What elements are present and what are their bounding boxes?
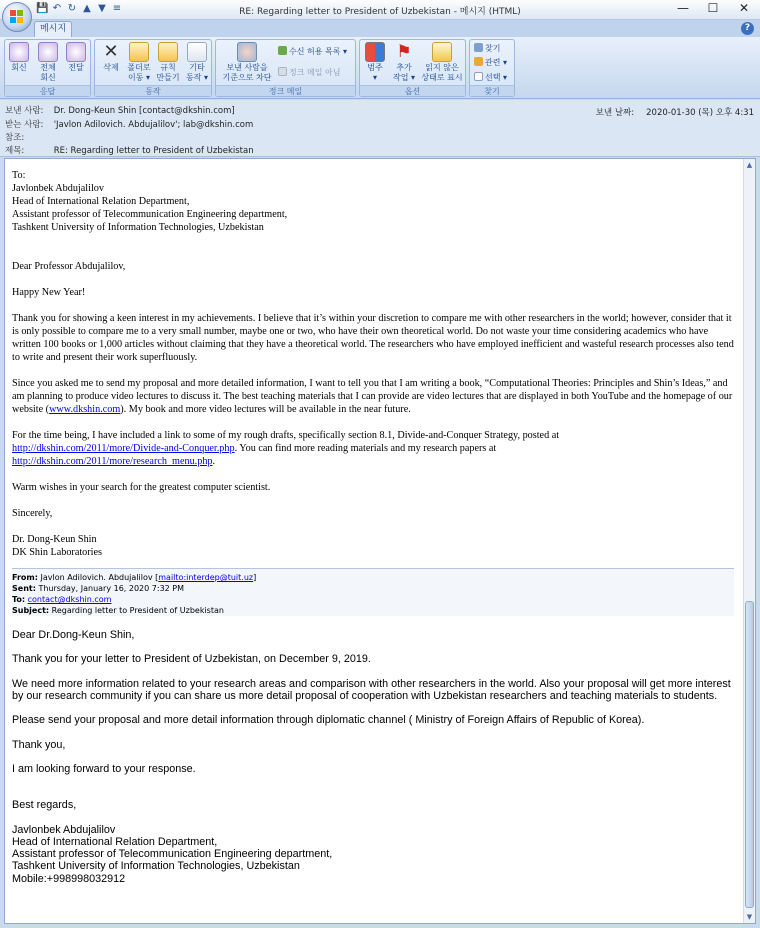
safe-list-button[interactable]: 수신 허용 목록 ▾ [278, 46, 347, 57]
group-actions [94, 39, 212, 97]
cursor-icon [474, 72, 483, 81]
ribbon-tab-row [0, 20, 760, 38]
reply-greeting: Dear Professor Abdujalilov, [12, 261, 126, 272]
create-rule-button[interactable]: 규칙 만들기 [154, 42, 182, 83]
cc-label: 참조: [5, 133, 25, 143]
reply-button[interactable]: 회신 [7, 42, 31, 73]
orig-greeting: Dear Dr.Dong-Keun Shin, [12, 629, 135, 641]
forward-icon [66, 42, 86, 62]
fwd-to-row: To: contact@dkshin.com [12, 595, 112, 604]
group-respond [4, 39, 91, 97]
message-body[interactable] [4, 158, 756, 924]
orig-line-2: We need more information related to your research areas and comparison with other researchers in the world. Also your proposal will get more interest by our research community if you can share us more detail proposal of cooperation with Uzbekistan researchers and teaching materials to students. [12, 677, 731, 702]
reply-all-button[interactable]: 전체 회신 [35, 42, 61, 83]
reply-all-icon [38, 42, 58, 62]
group-label-respond: 응답 [5, 85, 90, 96]
fwd-subject-row: Subject: Regarding letter to President of Uzbekistan [12, 606, 224, 615]
fwd-to-link[interactable]: contact@dkshin.com [27, 595, 112, 604]
recipient-block: To: Javlonbek Abdujalilov Head of International Relation Department, Assistant professor of Telecommunication Engineering department, Tashkent University of Information Technologies, Uzbekistan [12, 170, 288, 233]
cc-row [5, 132, 51, 144]
to-label: 받는 사람: [5, 120, 44, 130]
other-actions-button[interactable]: 기타 동작 ▾ [183, 42, 211, 83]
find-button[interactable]: 찾기 [474, 43, 500, 54]
block-sender-button[interactable]: 보낸 사람을 기준으로 차단 [218, 42, 276, 83]
reply-wishes: Warm wishes in your search for the greatest computer scientist. [12, 482, 271, 493]
group-junk [215, 39, 356, 97]
tab-message[interactable]: 메시지 [34, 21, 72, 38]
related-button[interactable]: 관련 ▾ [474, 57, 507, 68]
reply-closing: Sincerely, [12, 508, 53, 519]
message-content [12, 169, 734, 885]
scrollbar-thumb[interactable] [745, 601, 754, 908]
group-label-actions: 동작 [95, 85, 211, 96]
orig-signature: Javlonbek Abdujalilov Head of International Relation Department, Assistant professor of Telecommunication Engineering department, Tashkent University of Information Technologies, Uzbekistan Mobile:+998998032912 [12, 823, 333, 885]
from-label: 보낸 사람: [5, 106, 44, 116]
other-actions-icon [187, 42, 207, 62]
flag-icon: ⚑ [396, 42, 412, 62]
reply-paragraph-3: For the time being, I have included a link to some of my rough drafts, specifically section 8.1, Divide-and-Conquer Strategy, posted at http://dkshin.com/2011/more/Divide-and-Conquer.php. You can find more reading materials and my research papers at http://dkshin.com/2011/more/research_menu.php. [12, 430, 560, 467]
redo-icon[interactable]: ↻ [67, 3, 77, 14]
group-label-junk: 정크 메일 [216, 85, 355, 96]
vertical-scrollbar[interactable] [743, 159, 755, 923]
research-menu-link[interactable]: http://dkshin.com/2011/more/research_menu.php [12, 456, 213, 467]
orig-regards: Best regards, [12, 799, 77, 812]
window-title: RE: Regarding letter to President of Uzbekistan - 메시지 (HTML) [239, 7, 521, 17]
sent-value: 2020-01-30 (목) 오후 4:31 [646, 108, 754, 118]
fwd-from-link[interactable]: mailto:interdep@tuit.uz [158, 573, 254, 582]
safe-list-icon [278, 46, 287, 55]
scroll-down-icon[interactable]: ▼ [746, 913, 753, 921]
reply-paragraph-2: Since you asked me to send my proposal and more detailed information, I want to tell you that I am writing a book, “Computational Theories: Principles and Shin’s Ideas,” and am planning to produce video lectures to discuss it. The best teaching materials that I can provide are video lectures that are displayed in both YouTube and the homepage of our website (www.dkshin.com). My book and more video lectures will be available in the near future. [12, 378, 733, 415]
website-link[interactable]: www.dkshin.com [49, 404, 121, 415]
orig-line-1: Thank you for your letter to President of Uzbekistan, on December 9, 2019. [12, 653, 371, 666]
title-bar [0, 0, 760, 20]
divide-conquer-link[interactable]: http://dkshin.com/2011/more/Divide-and-Conquer.php [12, 443, 235, 454]
reply-icon [9, 42, 29, 62]
reply-new-year: Happy New Year! [12, 287, 86, 298]
reply-text [12, 169, 734, 559]
binoculars-icon [474, 43, 483, 52]
to-row [5, 119, 253, 131]
office-button[interactable] [2, 2, 32, 32]
folder-icon [129, 42, 149, 62]
minimize-button[interactable]: — [677, 1, 689, 15]
original-message [12, 629, 734, 885]
fwd-from-row: From: Javlon Adilovich. Abdujalilov [mailto:interdep@tuit.uz] [12, 573, 257, 582]
orig-line-3: Please send your proposal and more detail information through diplomatic channel ( Ministry of Foreign Affairs of Republic of Korea). [12, 714, 645, 727]
orig-thanks: Thank you, [12, 738, 66, 751]
quick-access-toolbar [36, 3, 123, 17]
follow-up-button[interactable]: ⚑ 추가 작업 ▾ [392, 42, 415, 82]
not-junk-icon [278, 67, 287, 76]
sent-label: 보낸 날짜: [595, 108, 635, 118]
subject-row [5, 145, 254, 157]
related-icon [474, 57, 483, 66]
delete-icon: ✕ [103, 41, 119, 62]
group-find [469, 39, 515, 97]
message-header [0, 100, 760, 157]
mark-unread-button[interactable]: 읽지 않은 상태로 표시 [420, 42, 464, 83]
envelope-icon [432, 42, 452, 62]
ribbon [0, 37, 760, 99]
forwarded-header [12, 569, 734, 616]
help-icon[interactable]: ? [741, 22, 754, 35]
subject-value: RE: Regarding letter to President of Uzbekistan [53, 146, 254, 156]
move-to-folder-button[interactable]: 폴더로 이동 ▾ [124, 42, 154, 83]
from-value[interactable]: Dr. Dong-Keun Shin [contact@dkshin.com] [53, 106, 235, 116]
not-junk-button[interactable]: 정크 메일 아님 [278, 67, 340, 78]
reply-paragraph-1: Thank you for showing a keen interest in my achievements. I believe that it’s within your discretion to compare me with other researchers in the world; however, consider that it is only possible to compare me to a very small number, maybe one or two, who have their own theoretical world. Do not waste your time considering academics who have written 100 books or 1,000 articles without claiming that they have a theoretical world. The researchers who have employed inefficient and wasteful research processes also tend to write and present their work superfluously. [12, 313, 734, 363]
office-logo-icon [10, 10, 24, 24]
close-button[interactable]: ✕ [738, 1, 750, 15]
down-arrow-icon[interactable]: ▼ [98, 3, 106, 14]
forward-button[interactable]: 전달 [64, 42, 88, 73]
maximize-button[interactable]: ☐ [707, 1, 719, 15]
orig-looking-forward: I am looking forward to your response. [12, 763, 196, 776]
subject-label: 제목: [5, 146, 25, 156]
scroll-up-icon[interactable]: ▲ [746, 161, 753, 169]
block-sender-icon [237, 42, 257, 62]
group-options [359, 39, 466, 97]
group-label-options: 옵션 [360, 85, 465, 96]
sent-date [596, 106, 754, 118]
customize-icon[interactable]: ≡ [112, 3, 122, 14]
rules-icon [158, 42, 178, 62]
from-row [5, 105, 235, 117]
categorize-icon [365, 42, 385, 62]
reply-signature: Dr. Dong-Keun Shin DK Shin Laboratories [12, 534, 102, 558]
up-arrow-icon[interactable]: ▲ [83, 3, 91, 14]
fwd-sent-row: Sent: Thursday, January 16, 2020 7:32 PM [12, 584, 185, 593]
save-icon[interactable]: 💾 [36, 3, 49, 14]
select-button[interactable]: 선택 ▾ [474, 72, 507, 83]
to-value[interactable]: 'Javlon Adilovich. Abdujalilov'; lab@dkshin.com [53, 120, 254, 130]
undo-icon[interactable]: ↶ [52, 3, 62, 14]
group-label-find: 찾기 [470, 85, 514, 96]
delete-button[interactable]: ✕ 삭제 [98, 42, 124, 73]
categorize-button[interactable]: 범주 ▾ [362, 42, 388, 83]
